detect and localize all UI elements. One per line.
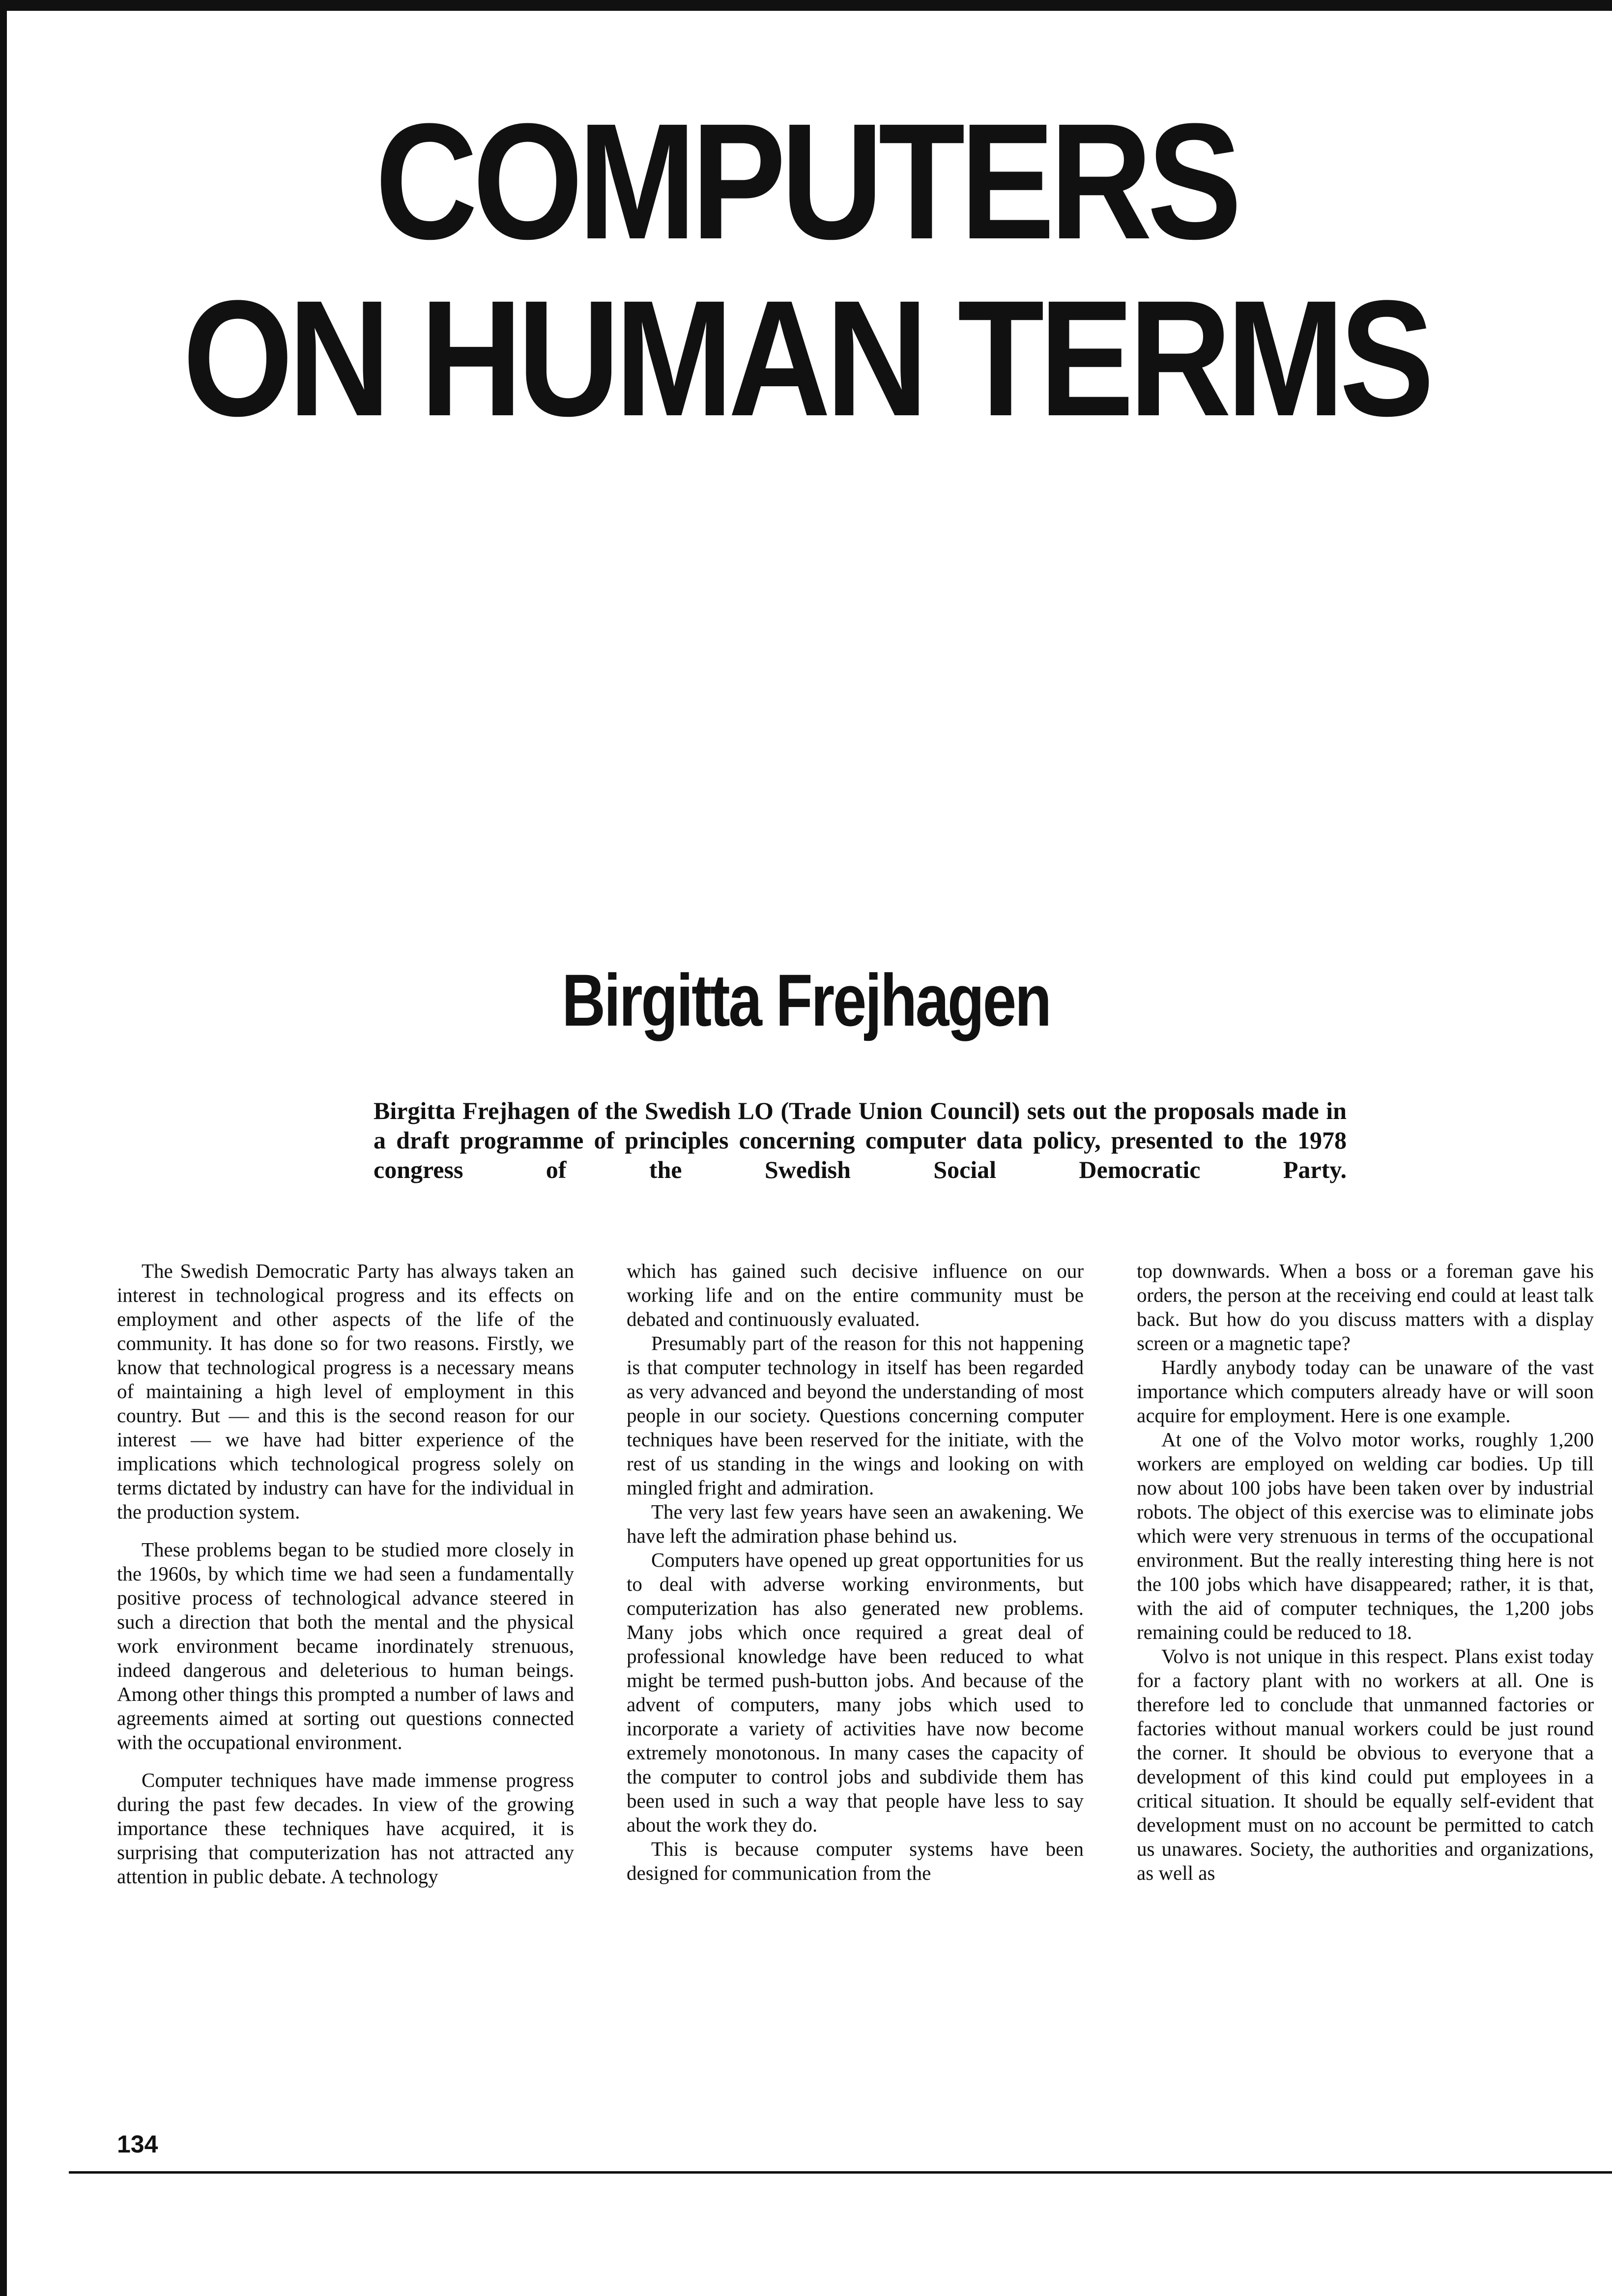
- paragraph: top downwards. When a boss or a foreman gave his orders, the person at the receiving end could at least talk back. But how do you discuss matters with a display screen or a magnetic tape?: [1137, 1260, 1594, 1354]
- standfirst-text: Birgitta Frejhagen of the Swedish LO (Trade Union Council) sets out the proposals made in a draft programme of principles concerning computer data policy, presented to the 1978 congress of the Swedish Social Democratic Party.: [374, 1097, 1347, 1183]
- standfirst: [374, 1096, 1347, 1184]
- paragraph: At one of the Volvo motor works, roughly 1,200 workers are employed on welding car bodies. Up till now about 100 jobs have been taken over by industrial robots. The object of this exercise was to eliminate jobs which were very strenuous in terms of the occupational environment. But the really interesting thing here is not the 100 jobs which have disappeared; rather, it is that, with the aid of computer techniques, the 1,200 jobs remaining could be reduced to 18.: [1137, 1428, 1594, 1643]
- body-column-2: [627, 1259, 1084, 1885]
- paragraph: Presumably part of the reason for this not happening is that computer technology in itself has been regarded as very advanced and beyond the understanding of most people in our society. Questions concerning computer techniques have been reserved for the initiate, with the rest of us standing in the wings and looking on with mingled fright and admiration.: [627, 1332, 1084, 1499]
- body-column-1: [117, 1259, 574, 1889]
- paragraph: The Swedish Democratic Party has always taken an interest in technological progress and its effects on employment and other aspects of the life of the community. It has done so for two reasons. Firstly, we know that technological progress is a necessary means of maintaining a high level of employment in this country. But — and this is the second reason for our interest — we have had bitter experience of the implications which technological progress solely on terms dictated by industry can have for the individual in the production system.: [117, 1260, 574, 1523]
- top-border: [0, 0, 1612, 11]
- title-line-1: COMPUTERS: [375, 89, 1237, 274]
- paragraph: Computer techniques have made immense progress during the past few decades. In view of the growing importance these techniques have acquired, it is surprising that computerization has not attracted any attention in public debate. A technology: [117, 1769, 574, 1888]
- paragraph: These problems began to be studied more closely in the 1960s, by which time we had seen a fundamentally positive process of technological advance steered in such a direction that both the mental and the physical work environment became inordinately strenuous, indeed dangerous and deleterious to human beings. Among other things this prompted a number of laws and agreements aimed at sorting out questions connected with the occupational environment.: [117, 1538, 574, 1753]
- page-number: 134: [117, 2130, 158, 2158]
- paragraph: Computers have opened up great opportunities for us to deal with adverse working environments, but computerization has also generated new problems. Many jobs which once required a great deal of professional knowledge have been reduced to what might be termed push-button jobs. And because of the advent of computers, many jobs which used to incorporate a variety of activities have now become extremely monotonous. In many cases the capacity of the computer to control jobs and subdivide them has been used in such a way that people have less to say about the work they do.: [627, 1549, 1084, 1836]
- left-border: [0, 0, 7, 2296]
- title-line-2: ON HUMAN TERMS: [182, 266, 1430, 451]
- bottom-rule: [69, 2171, 1612, 2174]
- paragraph: This is because computer systems have been designed for communication from the: [627, 1837, 1084, 1884]
- paragraph: The very last few years have seen an awakening. We have left the admiration phase behind us.: [627, 1500, 1084, 1547]
- author-byline: Birgitta Frejhagen: [562, 959, 1050, 1041]
- paragraph: Hardly anybody today can be unaware of the vast importance which computers already have or will soon acquire for employment. Here is one example.: [1137, 1356, 1594, 1427]
- paragraph: which has gained such decisive influence on our working life and on the entire community must be debated and continuously evaluated.: [627, 1260, 1084, 1330]
- body-column-3: [1137, 1259, 1594, 1885]
- article-title: [113, 89, 1499, 451]
- paragraph: Volvo is not unique in this respect. Plans exist today for a factory plant with no workers at all. One is therefore led to conclude that unmanned factories or factories without manual workers could be just round the corner. It should be obvious to everyone that a development of this kind could put employees in a critical situation. It should be equally self-evident that development must on no account be permitted to catch us unawares. Society, the authorities and organizations, as well as: [1137, 1645, 1594, 1884]
